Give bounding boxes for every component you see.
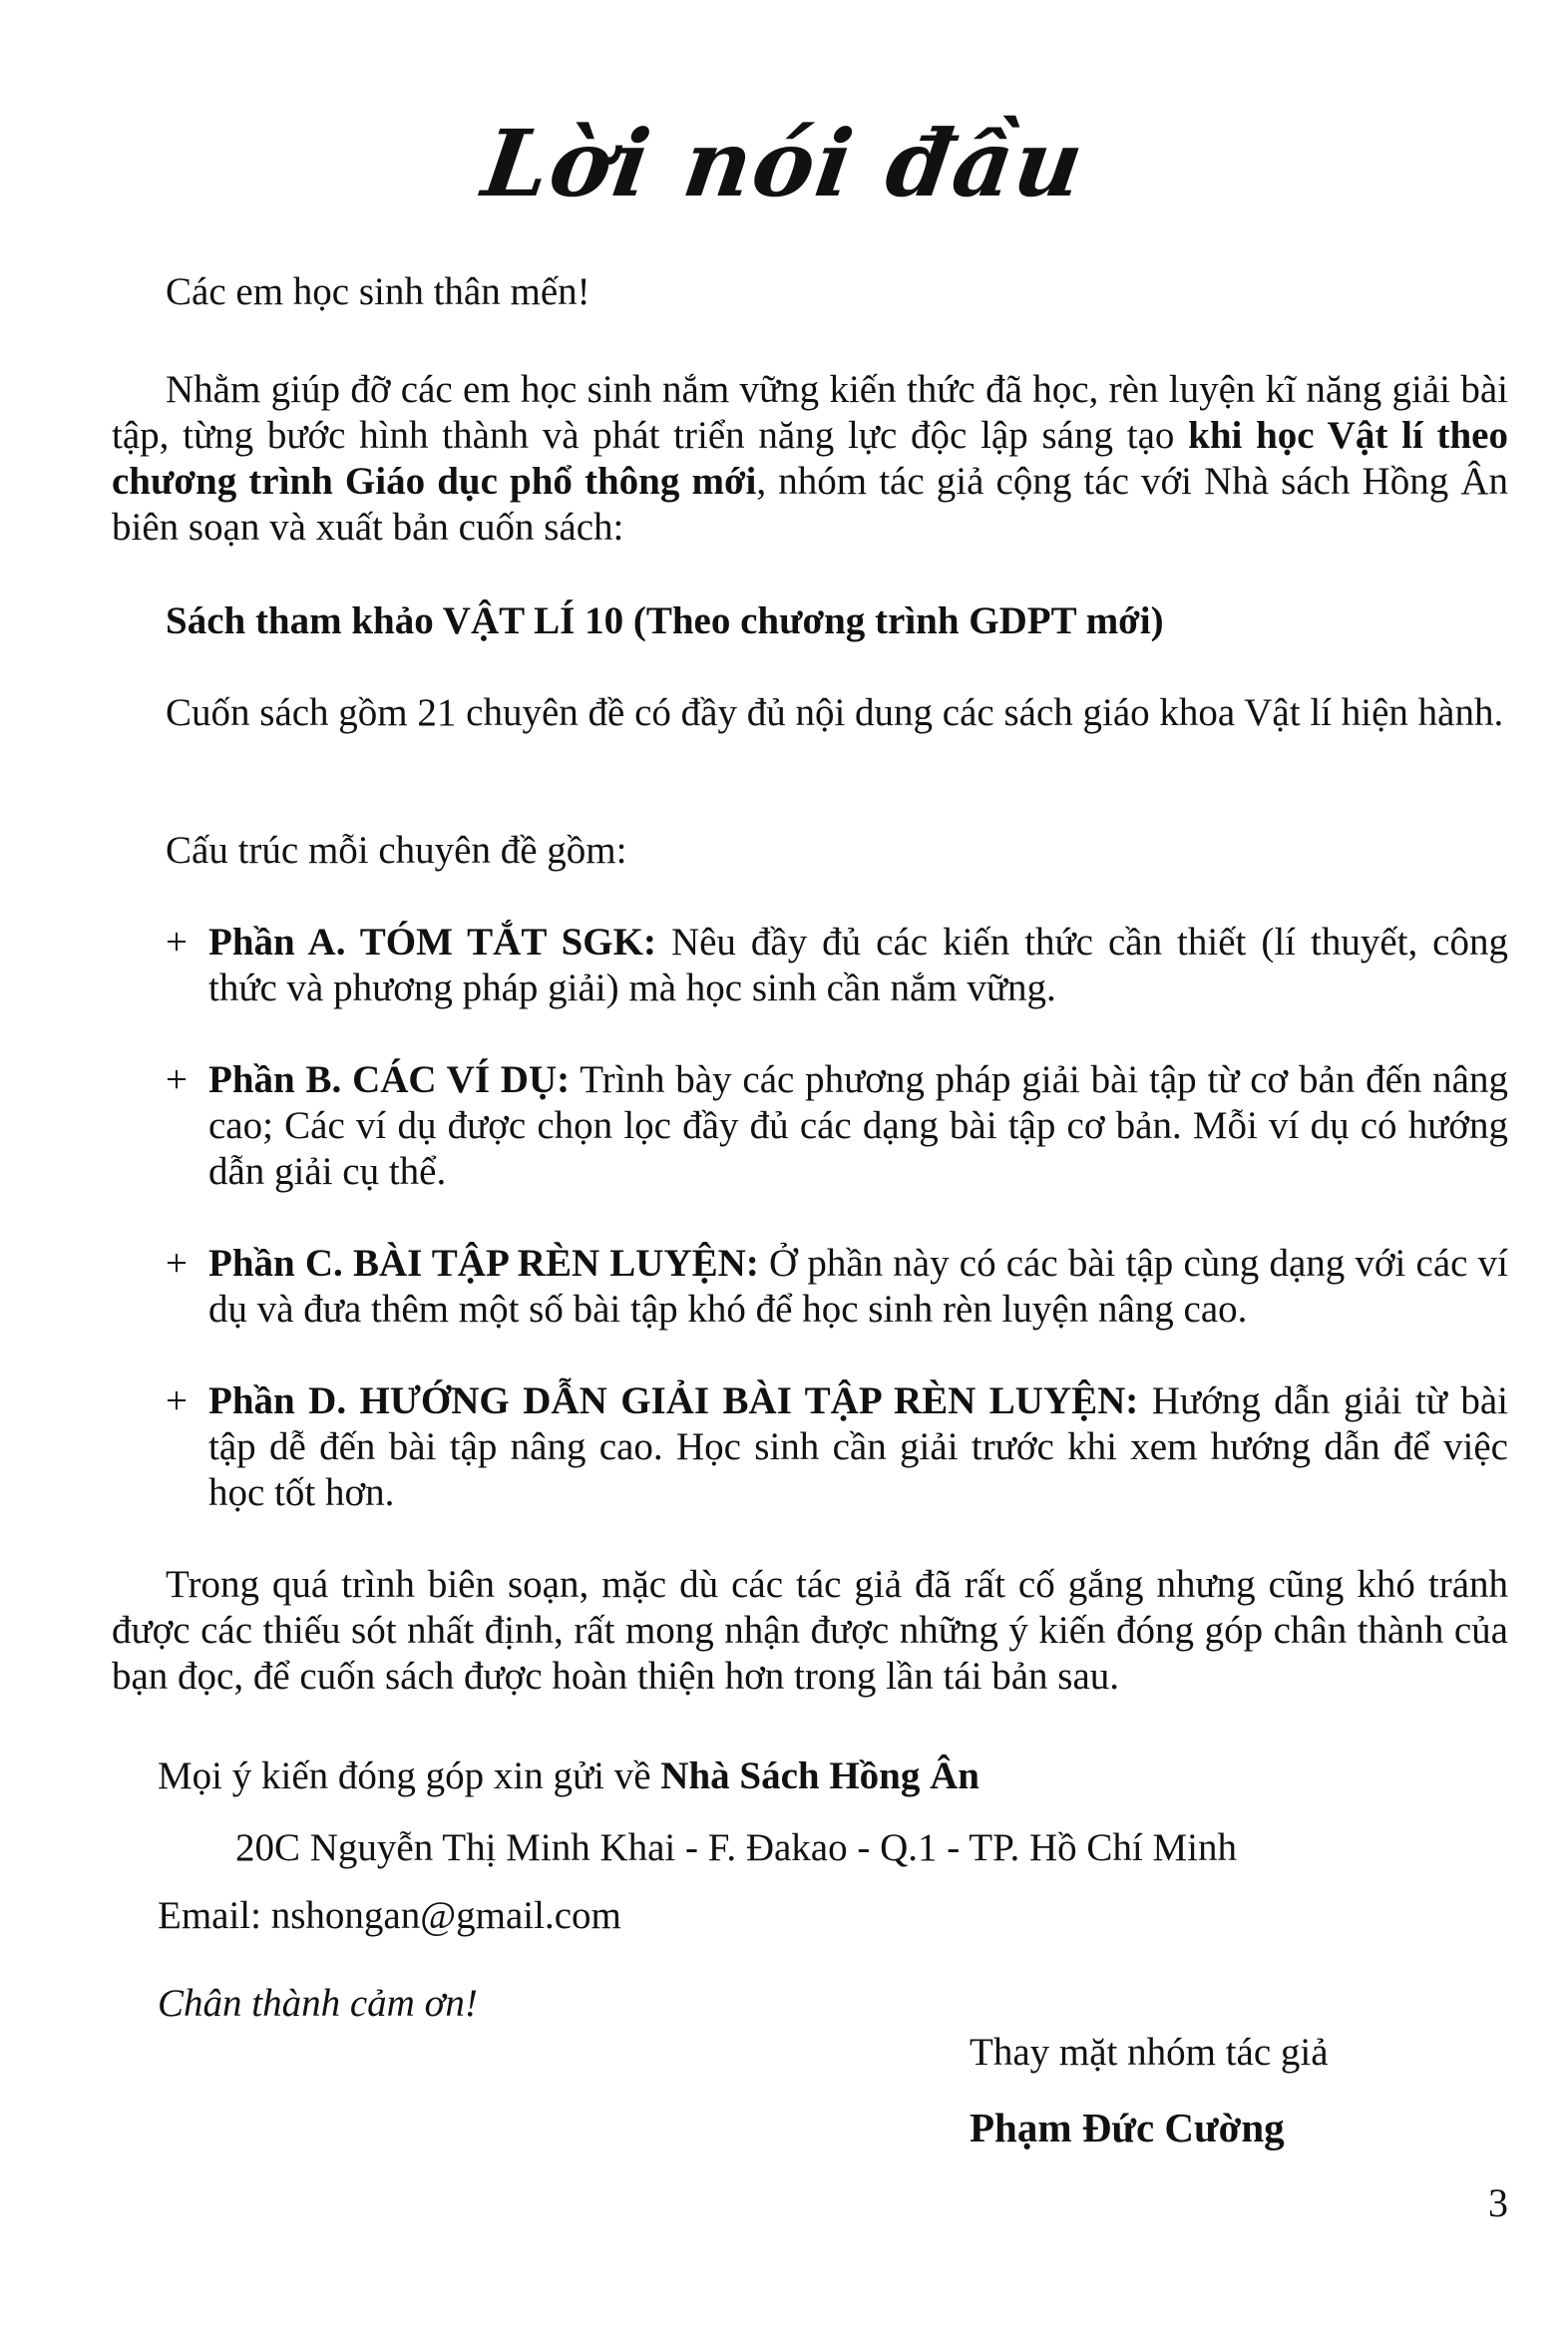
- section-text: Nêu đầy đủ các kiến thức cần thiết (lí thuyết, công thức và phương pháp giải) mà học sinh cần nắm vững.: [208, 921, 1508, 1009]
- plus-marker: +: [166, 921, 188, 964]
- section-item: [166, 920, 1508, 1011]
- section-label: Phần D. HƯỚNG DẪN GIẢI BÀI TẬP RÈN LUYỆN:: [208, 1379, 1139, 1422]
- closing-paragraph: Trong quá trình biên soạn, mặc dù các tác giả đã rất cố gắng nhưng cũng khó tránh được các thiếu sót nhất định, rất mong nhận được những ý kiến đóng góp chân thành của bạn đọc, để cuốn sách được hoàn thiện hơn trong lần tái bản sau.: [112, 1563, 1508, 1698]
- section-item: [166, 1378, 1508, 1516]
- section-label: Phần A. TÓM TẮT SGK:: [208, 921, 656, 964]
- content-description: Cuốn sách gồm 21 chuyên đề có đầy đủ nội dung các sách giáo khoa Vật lí hiện hành.: [166, 691, 1504, 734]
- section-label: Phần B. CÁC VÍ DỤ:: [208, 1058, 571, 1101]
- book-title: Sách tham khảo VẬT LÍ 10 (Theo chương trình GDPT mới): [166, 599, 1164, 642]
- section-text: Ở phần này có các bài tập cùng dạng với các ví dụ và đưa thêm một số bài tập khó để học sinh rèn luyện nâng cao.: [208, 1242, 1508, 1331]
- section-body: [208, 920, 1508, 1011]
- intro-text-2: , nhóm tác giả cộng tác với Nhà sách Hồng Ân biên soạn và xuất bản cuốn sách:: [112, 460, 1508, 549]
- intro-bold-text: khi học Vật lí theo chương trình Giáo dục phổ thông mới: [112, 414, 1508, 503]
- intro-text-1: Nhằm giúp đỡ các em học sinh nắm vững kiến thức đã học, rèn luyện kĩ năng giải bài tập, từng bước hình thành và phát triển năng lực độc lập sáng tạo: [112, 368, 1508, 457]
- publisher-name: Nhà Sách Hồng Ân: [660, 1754, 980, 1797]
- author-name: Phạm Đức Cường: [970, 2105, 1285, 2150]
- plus-marker: +: [166, 1379, 188, 1422]
- page-number: 3: [1488, 2180, 1508, 2225]
- section-label: Phần C. BÀI TẬP RÈN LUYỆN:: [208, 1242, 759, 1285]
- publisher-address: 20C Nguyễn Thị Minh Khai - F. Đakao - Q.1 - TP. Hồ Chí Minh: [235, 1826, 1238, 1869]
- on-behalf-label: Thay mặt nhóm tác giả: [970, 2031, 1329, 2074]
- thanks-text: Chân thành cảm ơn!: [158, 1982, 478, 2025]
- section-item: [166, 1057, 1508, 1195]
- section-text: Hướng dẫn giải từ bài tập dễ đến bài tập nâng cao. Học sinh cần giải trước khi xem hướng dẫn để việc học tốt hơn.: [208, 1379, 1508, 1514]
- greeting: Các em học sinh thân mến!: [166, 270, 590, 313]
- plus-marker: +: [166, 1058, 188, 1101]
- contact-email: Email: nshongan@gmail.com: [158, 1894, 621, 1937]
- section-text: Trình bày các phương pháp giải bài tập từ cơ bản đến nâng cao; Các ví dụ được chọn lọc đầy đủ các dạng bài tập cơ bản. Mỗi ví dụ có hướng dẫn giải cụ thể.: [208, 1058, 1508, 1193]
- section-item: [166, 1241, 1508, 1333]
- contact-line: [158, 1753, 980, 1799]
- page-title: Lời nói đầu: [476, 110, 1092, 217]
- intro-paragraph: [112, 367, 1508, 551]
- section-body: [208, 1057, 1508, 1195]
- section-body: [208, 1378, 1508, 1516]
- contact-prefix: Mọi ý kiến đóng góp xin gửi về: [158, 1754, 661, 1797]
- structure-intro: Cấu trúc mỗi chuyên đề gồm:: [166, 829, 627, 872]
- plus-marker: +: [166, 1242, 188, 1285]
- section-body: [208, 1241, 1508, 1333]
